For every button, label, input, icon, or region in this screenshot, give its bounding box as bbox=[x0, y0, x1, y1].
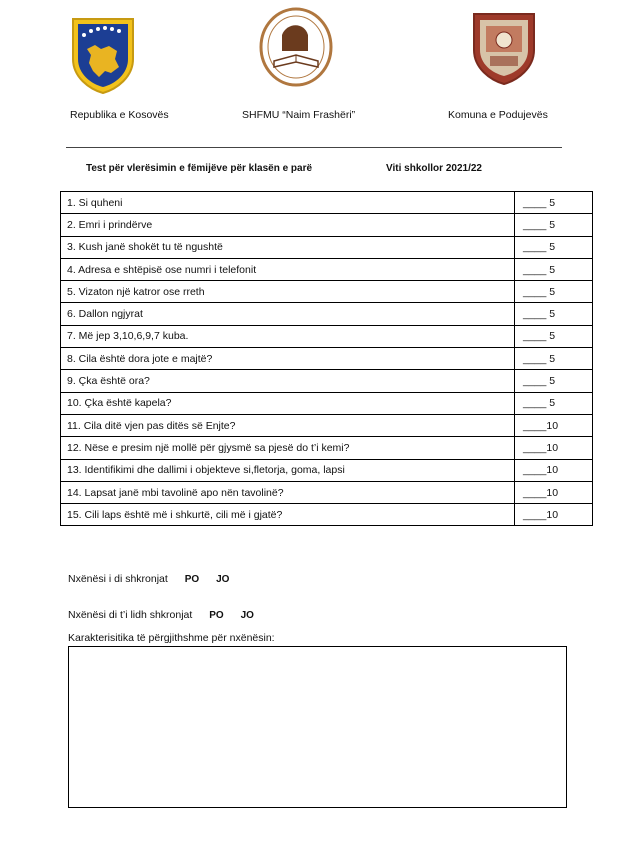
links-letters-no[interactable]: JO bbox=[240, 610, 254, 621]
question-row bbox=[61, 303, 593, 325]
question-points[interactable]: ____ 5 bbox=[515, 370, 593, 392]
question-points[interactable]: ____ 5 bbox=[515, 236, 593, 258]
question-text: 3. Kush janë shokët tu të ngushtë bbox=[61, 236, 515, 258]
question-row bbox=[61, 214, 593, 236]
question-points[interactable]: ____ 5 bbox=[515, 303, 593, 325]
question-points[interactable]: ____10 bbox=[515, 504, 593, 526]
question-points[interactable]: ____10 bbox=[515, 459, 593, 481]
question-points[interactable]: ____10 bbox=[515, 414, 593, 436]
question-row bbox=[61, 504, 593, 526]
question-row bbox=[61, 414, 593, 436]
question-text: 2. Emri i prindërve bbox=[61, 214, 515, 236]
municipality-label: Komuna e Podujevës bbox=[448, 109, 548, 121]
question-text: 15. Cili laps është më i shkurtë, cili më i gjatë? bbox=[61, 504, 515, 526]
question-points[interactable]: ____ 5 bbox=[515, 348, 593, 370]
podujeva-emblem bbox=[472, 12, 536, 86]
question-text: 9. Çka është ora? bbox=[61, 370, 515, 392]
test-title: Test për vlerësimin e fëmijëve për klasën e parë bbox=[86, 163, 313, 174]
question-row bbox=[61, 348, 593, 370]
country-label: Republika e Kosovës bbox=[70, 109, 169, 121]
links-letters-line bbox=[68, 609, 254, 621]
links-letters-yes[interactable]: PO bbox=[209, 610, 224, 621]
question-points[interactable]: ____ 5 bbox=[515, 258, 593, 280]
school-year: Viti shkollor 2021/22 bbox=[386, 163, 482, 174]
header-divider bbox=[66, 147, 562, 148]
question-points[interactable]: ____10 bbox=[515, 437, 593, 459]
links-letters-label: Nxënësi di t’i lidh shkronjat bbox=[68, 609, 193, 621]
question-text: 10. Çka është kapela? bbox=[61, 392, 515, 414]
question-text: 1. Si quheni bbox=[61, 192, 515, 214]
question-points[interactable]: ____ 5 bbox=[515, 281, 593, 303]
question-text: 4. Adresa e shtëpisë ose numri i telefonit bbox=[61, 258, 515, 280]
question-text: 11. Cila ditë vjen pas ditës së Enjte? bbox=[61, 414, 515, 436]
school-name-label: SHFMU “Naim Frashëri” bbox=[242, 109, 356, 121]
question-text: 12. Nëse e presim një mollë për gjysmë sa pjesë do t’i kemi? bbox=[61, 437, 515, 459]
kosovo-coat-of-arms bbox=[69, 15, 137, 95]
question-row bbox=[61, 192, 593, 214]
knows-letters-yes[interactable]: PO bbox=[184, 574, 200, 585]
question-points[interactable]: ____ 5 bbox=[515, 214, 593, 236]
question-text: 8. Cila është dora jote e majtë? bbox=[61, 348, 515, 370]
question-text: 13. Identifikimi dhe dallimi i objekteve si,fletorja, goma, lapsi bbox=[61, 459, 515, 481]
question-text: 5. Vizaton një katror ose rreth bbox=[61, 281, 515, 303]
knows-letters-label: Nxënësi i di shkronjat bbox=[68, 573, 168, 585]
question-row bbox=[61, 481, 593, 503]
question-row bbox=[61, 392, 593, 414]
question-text: 6. Dallon ngjyrat bbox=[61, 303, 515, 325]
question-row bbox=[61, 370, 593, 392]
question-row bbox=[61, 258, 593, 280]
question-row bbox=[61, 236, 593, 258]
knows-letters-no[interactable]: JO bbox=[216, 574, 230, 585]
school-seal bbox=[258, 5, 334, 89]
question-points[interactable]: ____ 5 bbox=[515, 325, 593, 347]
question-row bbox=[61, 459, 593, 481]
questions-table bbox=[60, 191, 593, 526]
question-row bbox=[61, 325, 593, 347]
characteristics-label: Karakterisitika të përgjithshme për nxënësin: bbox=[68, 632, 275, 644]
question-row bbox=[61, 281, 593, 303]
question-text: 7. Më jep 3,10,6,9,7 kuba. bbox=[61, 325, 515, 347]
question-points[interactable]: ____ 5 bbox=[515, 192, 593, 214]
question-text: 14. Lapsat janë mbi tavolinë apo nën tavolinë? bbox=[61, 481, 515, 503]
question-points[interactable]: ____10 bbox=[515, 481, 593, 503]
question-points[interactable]: ____ 5 bbox=[515, 392, 593, 414]
knows-letters-line bbox=[68, 573, 229, 585]
question-row bbox=[61, 437, 593, 459]
characteristics-box[interactable] bbox=[68, 646, 567, 808]
